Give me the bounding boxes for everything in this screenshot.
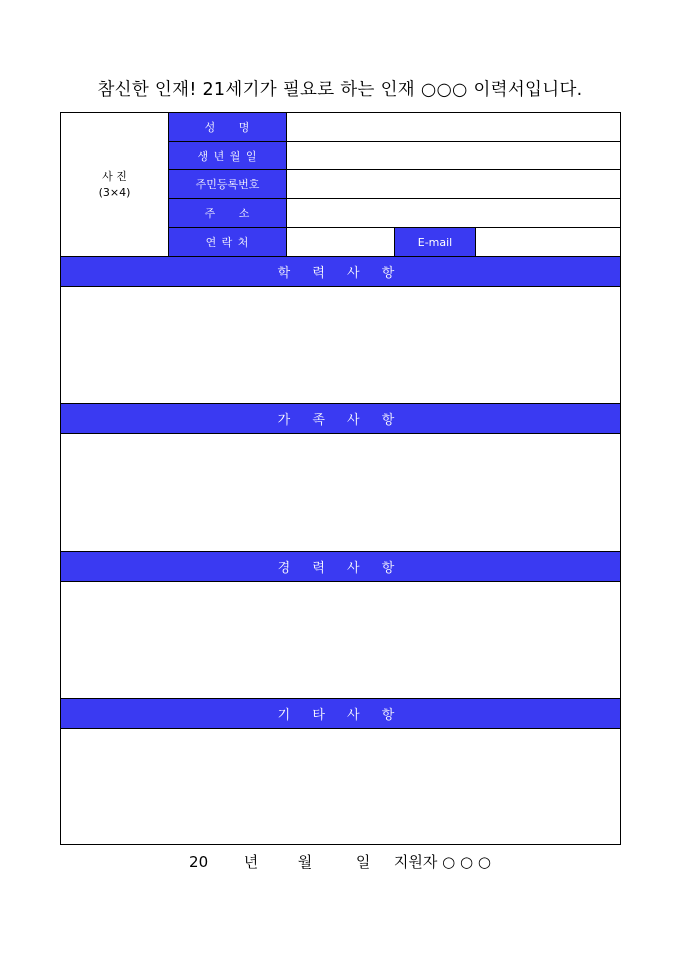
other-content[interactable] [61,729,620,844]
year-unit: 년 [243,853,259,871]
contact-field[interactable] [287,228,395,256]
address-field[interactable] [287,199,620,228]
email-field[interactable] [476,228,620,256]
id-number-label: 주민등록번호 [169,170,287,199]
signature-line [0,851,680,872]
career-content[interactable] [61,582,620,698]
id-number-field[interactable] [287,170,620,199]
month-unit: 월 [297,853,313,871]
education-header: 학 력 사 항 [61,256,620,287]
applicant-signature: 지원자 ○ ○ ○ [393,853,491,871]
photo-box[interactable] [61,113,169,256]
education-content[interactable] [61,287,620,403]
resume-form [60,112,621,845]
birth-field[interactable] [287,142,620,170]
photo-label: 사 진 [102,169,127,183]
contact-label: 연 락 처 [169,228,287,256]
name-field[interactable] [287,113,620,142]
family-content[interactable] [61,434,620,551]
year-value: 20 [189,853,209,871]
address-label: 주 소 [169,199,287,228]
name-label: 성 명 [169,113,287,142]
email-label: E-mail [395,228,476,256]
career-header: 경 력 사 항 [61,551,620,582]
other-header: 기 타 사 항 [61,698,620,729]
page-title: 참신한 인재! 21세기가 필요로 하는 인재 ○○○ 이력서입니다. [97,80,583,100]
birth-label: 생 년 월 일 [169,142,287,170]
day-unit: 일 [355,853,371,871]
family-header: 가 족 사 항 [61,403,620,434]
photo-size: (3×4) [98,185,131,199]
